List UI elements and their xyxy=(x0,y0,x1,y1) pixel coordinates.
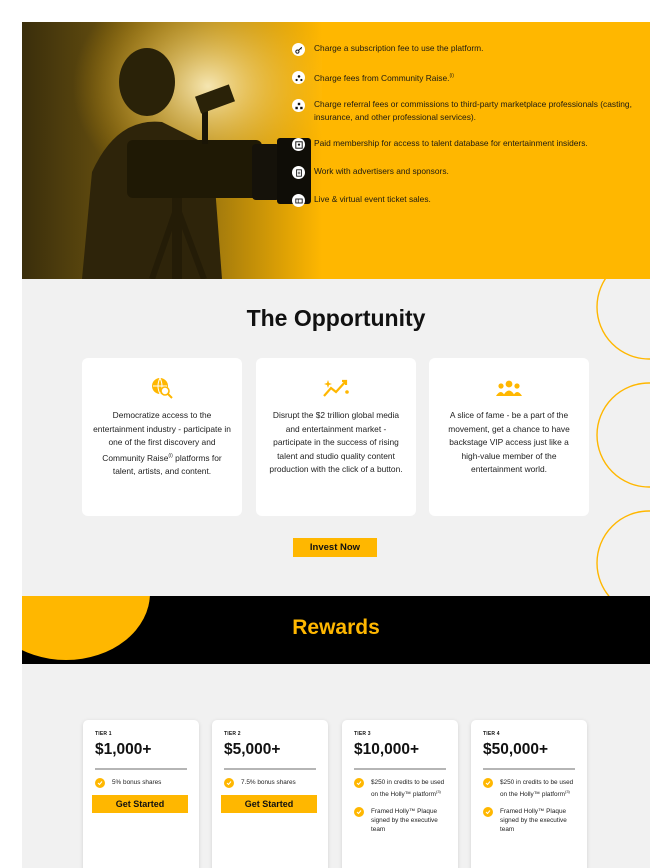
tier-amount: $50,000+ xyxy=(483,741,549,758)
perk-item xyxy=(354,807,448,834)
perk-item xyxy=(95,778,189,788)
network-icon xyxy=(292,99,305,112)
perk-text: 5% bonus shares xyxy=(112,779,162,786)
tier-label: TIER 2 xyxy=(224,731,241,737)
check-icon xyxy=(483,807,493,817)
list-item xyxy=(292,42,642,56)
perk-text: Framed Holly™ Plaque signed by the executive team xyxy=(371,808,438,834)
perk-text: 7.5% bonus shares xyxy=(241,779,296,786)
perk-text: $250 in credits to be used on the Holly™ platform$^{(3)}$ xyxy=(500,779,574,799)
get-started-button[interactable]: Get Started xyxy=(221,795,317,813)
divider xyxy=(354,768,446,770)
list-item xyxy=(292,98,642,123)
perk-item xyxy=(354,778,448,799)
tier-amount: $10,000+ xyxy=(354,741,420,758)
tier-card xyxy=(471,720,587,868)
tier-label: TIER 3 xyxy=(354,731,371,737)
check-icon xyxy=(224,778,234,788)
list-item xyxy=(292,137,642,151)
get-started-button[interactable]: Get Started xyxy=(92,795,188,813)
key-icon xyxy=(292,43,305,56)
hero-section xyxy=(22,22,650,279)
opportunity-card xyxy=(429,358,589,516)
check-icon xyxy=(483,778,493,788)
tier-label: TIER 1 xyxy=(95,731,112,737)
globe-search-icon xyxy=(150,376,174,400)
community-icon xyxy=(292,71,305,84)
tier-amount: $1,000+ xyxy=(95,741,152,758)
opportunity-card xyxy=(82,358,242,516)
list-item-text: Paid membership for access to talent database for entertainment insiders. xyxy=(314,138,588,149)
id-card-icon xyxy=(292,138,305,151)
tiers-section xyxy=(22,664,650,868)
card-text: Democratize access to the entertainment industry - participate in one of the first discovery and Community Raise$^{(i)}$ platforms for talent, artists, and content. xyxy=(93,410,231,477)
tier-card xyxy=(83,720,199,868)
growth-sparkle-icon xyxy=(322,377,350,399)
camera-operator-photo xyxy=(22,22,322,279)
opportunity-card xyxy=(256,358,416,516)
perk-item xyxy=(483,807,577,834)
tier-card xyxy=(342,720,458,868)
check-icon xyxy=(95,778,105,788)
section-title: The Opportunity xyxy=(246,305,426,331)
people-group-icon xyxy=(495,379,523,397)
invest-now-button[interactable]: Invest Now xyxy=(293,538,377,557)
check-icon xyxy=(354,807,364,817)
divider xyxy=(483,768,575,770)
list-item-text: Live & virtual event ticket sales. xyxy=(314,194,431,205)
tier-label: TIER 4 xyxy=(483,731,500,737)
tier-amount: $5,000+ xyxy=(224,741,281,758)
list-item-text: Charge fees from Community Raise.$^{(i)}$ xyxy=(314,72,454,83)
divider xyxy=(95,768,187,770)
list-item-text: Charge a subscription fee to use the platform. xyxy=(314,43,484,53)
perk-text: $250 in credits to be used on the Holly™ platform$^{(3)}$ xyxy=(371,779,445,799)
perk-text: Framed Holly™ Plaque signed by the executive team xyxy=(500,808,567,834)
list-item xyxy=(292,165,642,179)
list-item-text: Charge referral fees or commissions to third-party marketplace professionals (casting, insurance, and other professional services). xyxy=(314,99,632,122)
card-text: Disrupt the $2 trillion global media and entertainment market - participate in the success of rising talent and studio quality content production with the click of a button. xyxy=(269,410,403,475)
rewards-title: Rewards xyxy=(292,616,380,639)
revenue-list xyxy=(292,42,642,221)
ticket-icon xyxy=(292,194,305,207)
list-item xyxy=(292,193,642,207)
rewards-banner xyxy=(22,596,650,664)
check-icon xyxy=(354,778,364,788)
perk-item xyxy=(483,778,577,799)
list-item-text: Work with advertisers and sponsors. xyxy=(314,166,449,177)
divider xyxy=(224,768,316,770)
tier-card xyxy=(212,720,328,868)
card-text: A slice of fame - be a part of the movement, get a chance to have backstage VIP access just like a high-value member of the entertainment world. xyxy=(448,410,570,475)
opportunity-section xyxy=(22,279,650,596)
perk-item xyxy=(224,778,318,788)
list-item xyxy=(292,70,642,84)
document-icon xyxy=(292,166,305,179)
